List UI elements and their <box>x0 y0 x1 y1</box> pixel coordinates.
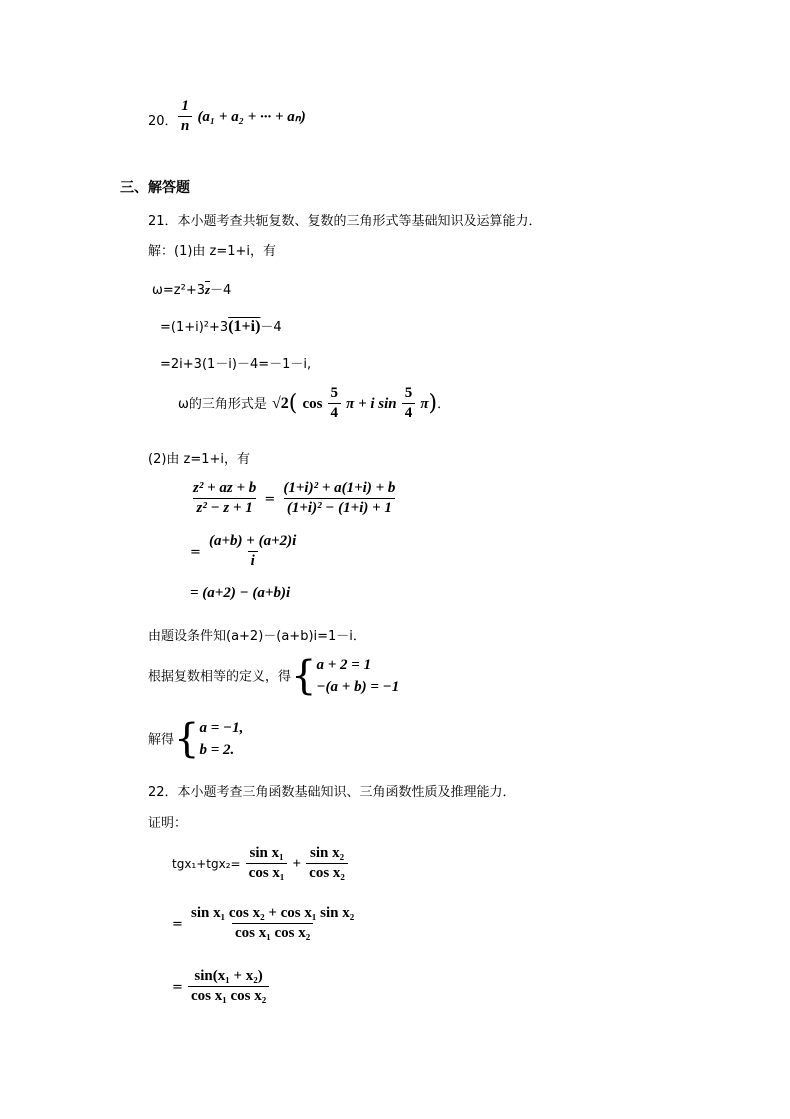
z-conjugate: $\overline{z}$ <box>204 282 211 297</box>
q22-line3: = $\frac{\text{sin(x₁ + x₂)}}{\text{cos x₁ cos x₂}}$ <box>172 968 269 1005</box>
q21-line2: =(1+i)²+3(1+i)－4 <box>160 318 282 335</box>
q21-condition: 由题设条件知(a+2)－(a+b)i=1－i． <box>148 629 366 644</box>
q21-intro: 21．本小题考查共轭复数、复数的三角形式等基础知识及运算能力． <box>148 214 542 229</box>
q22-proof-label: 证明： <box>148 816 188 831</box>
q21-eq1: $\frac{\text{z² + az + b}}{\text{z² − z + 1}}$ = $\frac{\text{(1+i)² + a(1+i) + b}}{\text{(1+i)² − (1+i) + 1}}$ <box>193 480 396 516</box>
item-20-number: 20． <box>148 114 178 129</box>
q21-omega-line: $\omega=z^2+3\overline{z}-4$ <box>152 282 232 298</box>
q21-line3: =2i+3(1－i)－4=－1－i, <box>160 357 312 372</box>
q21-trig-form: ω的三角形式是 √2( cos $\frac{5}{4}$ π + i sin $\frac{5}{4}$ π)． <box>178 385 451 421</box>
q21-part2-head: (2)由 z=1+i，有 <box>148 452 251 467</box>
q22-intro: 22．本小题考查三角函数基础知识、三角函数性质及推理能力． <box>148 785 516 800</box>
q21-part1-head: 解：(1)由 z=1+i，有 <box>148 244 277 259</box>
q21-system1: 根据复数相等的定义，得{ a + 2 = 1 −(a + b) = −1 <box>148 653 400 699</box>
q21-system2: 解得{ a = −1, b = 2. <box>148 716 244 762</box>
q22-line2: = $\frac{\text{sin x₁ cos x₂ + cos x₁ sin x₂}}{\text{cos x₁ cos x₂}}$ <box>172 905 355 941</box>
q21-eq3: = (a+2) − (a+b)i <box>190 585 291 601</box>
item-20-formula: $\frac{1}{n}$ (a₁ + a₂ + ··· + aₙ) <box>178 98 306 135</box>
item-20-fraction: $\frac{1}{n}$ <box>178 98 192 135</box>
conjugate-term: (1+i) <box>228 318 261 335</box>
q21-eq2: = $\frac{(a+b) + (a+2)i}{i}$ <box>190 533 297 569</box>
section-title: 三、解答题 <box>120 180 190 196</box>
q22-line1: tgx₁+tgx₂= $\frac{\text{sin x₁}}{\text{cos x₁}}$ + $\frac{\text{sin x₂}}{\text{cos x₂}}$ <box>172 845 348 882</box>
